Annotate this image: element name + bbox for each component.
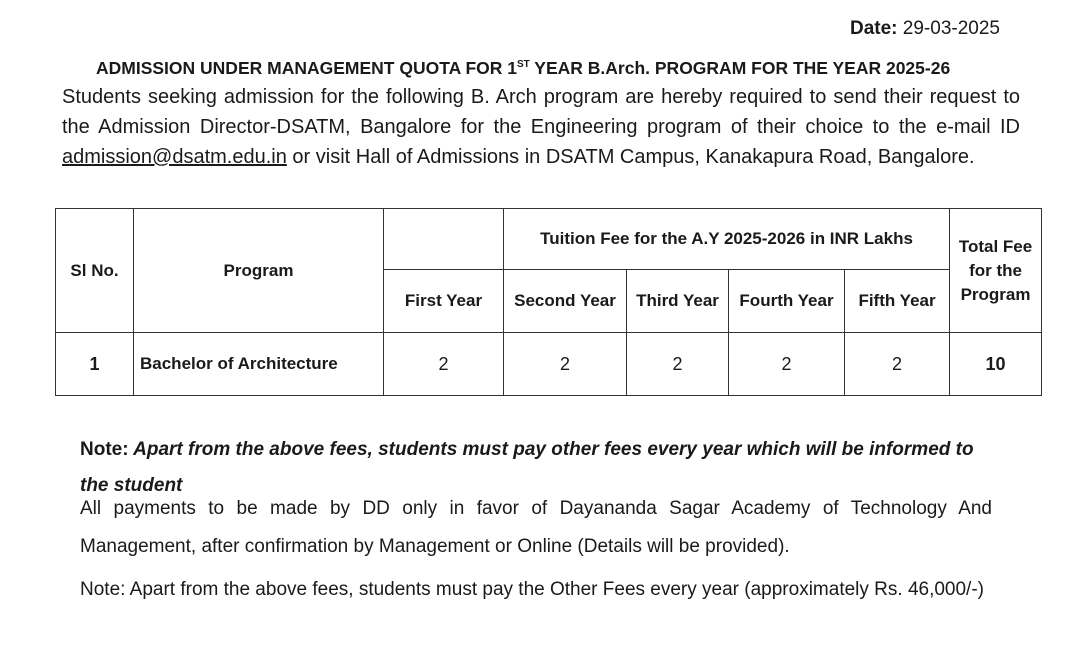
heading-text-end: YEAR B.Arch. PROGRAM FOR THE YEAR 2025-26 bbox=[529, 58, 951, 78]
date-label: Date: bbox=[850, 18, 898, 39]
payment-instructions: All payments to be made by DD only in favor of Dayananda Sagar Academy of Technology And Management, after confirmation by Management or Online (Details will be provided). bbox=[80, 498, 992, 557]
date-value: 29-03-2025 bbox=[902, 18, 1000, 39]
row-fee-second-year: 2 bbox=[504, 333, 627, 396]
header-first-year: First Year bbox=[384, 270, 504, 333]
header-third-year: Third Year bbox=[627, 270, 729, 333]
row-program: Bachelor of Architecture bbox=[134, 333, 384, 396]
intro-paragraph bbox=[62, 82, 1020, 172]
header-tuition: Tuition Fee for the A.Y 2025-2026 in INR Lakhs bbox=[504, 209, 950, 270]
intro-text-start: Students seeking admission for the following B. Arch program are hereby required to send their request to the Admission Director-DSATM, Bangalore for the Engineering program of their choice to the e-mail ID bbox=[62, 86, 1020, 138]
row-total-fee: 10 bbox=[950, 333, 1042, 396]
header-fifth-year: Fifth Year bbox=[845, 270, 950, 333]
heading-text-start: ADMISSION UNDER MANAGEMENT QUOTA FOR 1 bbox=[96, 58, 517, 78]
row-sl-no: 1 bbox=[56, 333, 134, 396]
header-blank bbox=[384, 209, 504, 270]
header-fourth-year: Fourth Year bbox=[729, 270, 845, 333]
notice-heading bbox=[96, 58, 950, 79]
table-row bbox=[56, 333, 1042, 396]
fee-table bbox=[55, 208, 1042, 396]
header-second-year: Second Year bbox=[504, 270, 627, 333]
header-program: Program bbox=[134, 209, 384, 333]
intro-text-end: or visit Hall of Admissions in DSATM Campus, Kanakapura Road, Bangalore. bbox=[286, 146, 975, 168]
email-link[interactable]: admission@dsatm.edu.in bbox=[62, 146, 287, 168]
heading-superscript: ST bbox=[516, 59, 530, 71]
note-label: Note: bbox=[80, 439, 129, 460]
notice-date bbox=[850, 18, 1000, 40]
row-fee-fifth-year: 2 bbox=[845, 333, 950, 396]
header-total: Total Fee for the Program bbox=[950, 209, 1042, 333]
table-header-row bbox=[56, 209, 1042, 270]
row-fee-first-year: 2 bbox=[384, 333, 504, 396]
header-sl-no: Sl No. bbox=[56, 209, 134, 333]
row-fee-fourth-year: 2 bbox=[729, 333, 845, 396]
row-fee-third-year: 2 bbox=[627, 333, 729, 396]
note-text: Apart from the above fees, students must pay other fees every year which will be informed to the student bbox=[80, 439, 974, 496]
note-approx-fees: Note: Apart from the above fees, students must pay the Other Fees every year (approximately Rs. 46,000/-) bbox=[80, 579, 984, 600]
